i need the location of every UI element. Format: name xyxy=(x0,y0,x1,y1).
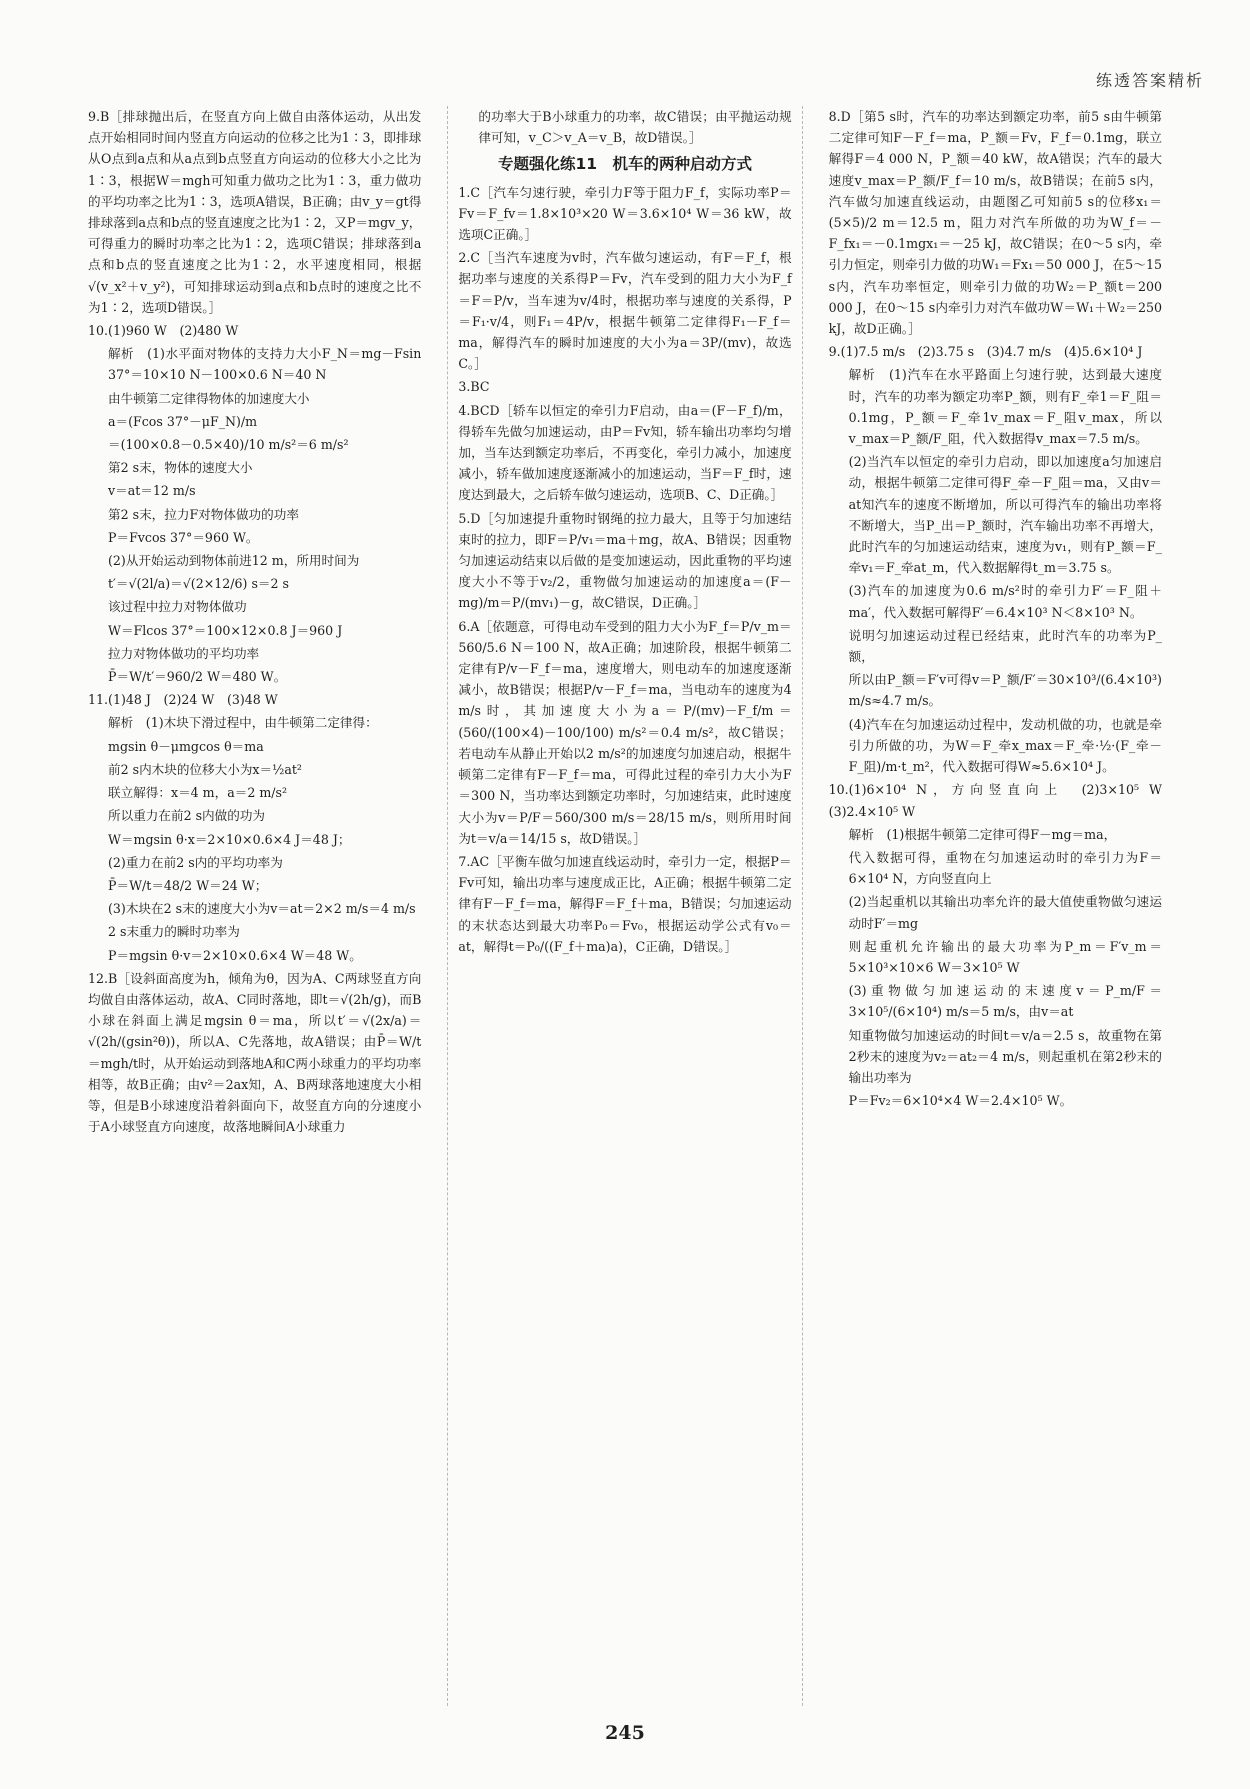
answer-paragraph: 解析 (1)木块下滑过程中，由牛顿第二定律得： xyxy=(108,715,378,731)
answer-paragraph: 解析 (1)水平面对物体的支持力大小F_N＝mg－Fsin 37°＝10×10 N－100×0.6 N＝40 N xyxy=(108,346,422,383)
answer-paragraph: W＝Flcos 37°＝100×12×0.8 J＝960 J xyxy=(108,622,343,638)
answer-paragraph: mgsin θ－μmgcos θ＝ma xyxy=(108,738,264,754)
answer-paragraph: 6.A［依题意，可得电动车受到的阻力大小为F_f＝P/v_m＝560/5.6 N＝100 N，故A正确；加速阶段，根据牛顿第二定律有P/v－F_f＝ma，速度增大，则电动车的加速度逐渐减小，故B错误；根据P/v－F_f＝ma，当电动车的速度为4 m/s时，其加速度大小为a＝P/(mv)－F_f/m＝(560/(100×4)－100/100) m/s²＝0.4 m/s²，故C错误；若电动车从静止开始以2 m/s²的加速度匀加速启动，根据牛顿第二定律有F－F_f＝ma，可得此过程的牵引力大小为F＝300 N，当功率达到额定功率时，匀加速结束，此时速度大小为v＝P/F＝560/300 m/s＝28/15 m/s，则所用时间为t＝v/a＝14/15 s，故D错误。］ xyxy=(458,618,792,846)
section-title: 专题强化练11 机车的两种启动方式 xyxy=(497,155,753,174)
page-number: 245 xyxy=(605,1722,645,1744)
answer-paragraph: W＝mgsin θ·x＝2×10×0.6×4 J＝48 J； xyxy=(108,831,351,847)
answer-paragraph: 2 s末重力的瞬时功率为 xyxy=(108,924,240,940)
answer-paragraph: v＝at＝12 m/s xyxy=(108,483,196,499)
answer-paragraph: 1.C［汽车匀速行驶，牵引力F等于阻力F_f，实际功率P＝Fv＝F_fv＝1.8×10³×20 W＝3.6×10⁴ W＝36 kW，故选项C正确。］ xyxy=(458,184,792,243)
answer-paragraph: P＝Fv₂＝6×10⁴×4 W＝2.4×10⁵ W。 xyxy=(848,1093,1073,1109)
answer-paragraph: 说明匀加速运动过程已经结束，此时汽车的功率为P_额， xyxy=(848,627,1162,665)
answer-paragraph: 知重物做匀加速运动的时间t＝v/a＝2.5 s，故重物在第2秒末的速度为v₂＝at₂＝4 m/s，则起重机在第2秒末的输出功率为 xyxy=(848,1027,1162,1085)
answer-paragraph: ＝(100×0.8－0.5×40)/10 m/s²＝6 m/s² xyxy=(108,437,349,453)
answer-paragraph: (3)重物做匀加速运动的末速度v＝P_m/F＝3×10⁵/(6×10⁴) m/s＝5 m/s，由v＝at xyxy=(848,983,1162,1020)
answer-paragraph: 代入数据可得，重物在匀加速运动时的牵引力为F＝6×10⁴ N，方向竖直向上 xyxy=(848,849,1162,887)
answer-paragraph: (2)当汽车以恒定的牵引力启动，即以加速度a匀加速启动，根据牛顿第二定律可得F_牵－F_阻＝ma，又由v＝at知汽车的速度不断增加，所以可得汽车的输出功率将不断增大，当P_出＝P_额时，汽车输出功率不再增大，此时汽车的匀加速运动结束，速度为v₁，则有P_额＝F_牵v₁＝F_牵at_m，代入数据解得t_m＝3.75 s。 xyxy=(848,454,1162,576)
answer-paragraph: 12.B［设斜面高度为h，倾角为θ，因为A、C两球竖直方向均做自由落体运动，故A、C同时落地，即t＝√(2h/g)，而B小球在斜面上满足mgsin θ＝ma，所以t′＝√(2x/a)＝√(2h/(gsin²θ))，所以A、C先落地，故A错误；由P̄＝W/t＝mgh/t时，从开始运动到落地A和C两小球重力的平均功率相等，故B正确；由v²＝2ax知，A、B两球落地速度大小相等，但是B小球速度沿着斜面向下，故竖直方向的分速度小于A小球竖直方向速度，故落地瞬间A小球重力 xyxy=(88,970,422,1135)
answer-paragraph: 3.BC xyxy=(458,379,490,395)
middle-column-intro xyxy=(458,106,791,148)
answer-paragraph: 2.C［当汽车速度为v时，汽车做匀速运动，有F＝F_f，根据功率与速度的关系得P＝Fv，汽车受到的阻力大小为F_f＝F＝P/v，当车速为v/4时，根据功率与速度的关系得，P＝F₁·v/4，则F₁＝4P/v，根据牛顿第二定律得F₁－F_f＝ma，解得汽车的瞬时加速度的大小为a＝3P/(mv)，故选C。］ xyxy=(458,250,792,372)
answer-paragraph: 的功率大于B小球重力的功率，故C错误；由平抛运动规律可知，v_C＞v_A＝v_B，故D错误。］ xyxy=(478,109,792,146)
answer-paragraph: 所以重力在前2 s内做的功为 xyxy=(108,808,266,824)
answer-paragraph: P＝Fvcos 37°＝960 W。 xyxy=(108,529,259,545)
left-column xyxy=(88,106,421,1706)
answer-paragraph: (2)重力在前2 s内的平均功率为 xyxy=(108,854,283,870)
right-column xyxy=(828,106,1175,1706)
middle-column xyxy=(447,106,802,1706)
answer-paragraph: 拉力对物体做功的平均功率 xyxy=(108,645,260,661)
answer-paragraph: 11.(1)48 J (2)24 W (3)48 W xyxy=(88,692,278,708)
answer-paragraph: 联立解得：x＝4 m，a＝2 m/s² xyxy=(108,785,288,801)
middle-column-body xyxy=(458,182,791,957)
answer-paragraph: P＝mgsin θ·v＝2×10×0.6×4 W＝48 W。 xyxy=(108,947,362,963)
answer-paragraph: 解析 (1)汽车在水平路面上匀速行驶，达到最大速度时，汽车的功率为额定功率P_额，则有F_牵1＝F_阻＝0.1mg，P_额＝F_牵1v_max＝F_阻v_max，所以v_max＝P_额/F_阻，代入数据得v_max＝7.5 m/s。 xyxy=(848,367,1162,447)
answer-paragraph: (2)从开始运动到物体前进12 m，所用时间为 xyxy=(108,553,360,569)
answer-paragraph: 5.D［匀加速提升重物时钢绳的拉力最大，且等于匀加速结束时的拉力，即F＝P/v₁＝ma＋mg，故A、B错误；因重物匀加速运动结束以后做的是变加速运动，因此重物的平均速度大小不等于v₂/2，重物做匀加速运动的加速度a＝(F－mg)/m＝P/(mv₁)－g，故C错误，D正确。］ xyxy=(458,510,792,611)
answer-paragraph: 10.(1)6×10⁴ N，方向竖直向上 (2)3×10⁵ W (3)2.4×10⁵ W xyxy=(828,782,1175,819)
page-header: 练透答案精析 xyxy=(1095,73,1204,90)
answer-columns xyxy=(88,106,1175,1706)
answer-paragraph: 该过程中拉力对物体做功 xyxy=(108,599,247,615)
answer-paragraph: 8.D［第5 s时，汽车的功率达到额定功率，前5 s由牛顿第二定律可知F－F_f＝ma，P_额＝Fv，F_f＝0.1mg，联立解得F＝4 000 N，P_额＝40 kW，故A错误；汽车的最大速度v_max＝P_额/F_f＝10 m/s，故B错误；在前5 s内，汽车做匀加速直线运动，由题图乙可知前5 s的位移x₁＝(5×5)/2 m＝12.5 m，阻力对汽车所做的功为W_f＝－F_fx₁＝－0.1mgx₁＝－25 kJ，故C错误；在0～5 s内，牵引力恒定，则牵引力做的功W₁＝Fx₁＝50 000 J，在5～15 s内，汽车功率恒定，则牵引力做的功W₂＝P_额t＝200 000 J，在0～15 s内牵引力对汽车做功W＝W₁＋W₂＝250 kJ，故D正确。］ xyxy=(828,109,1162,337)
answer-paragraph: (3)木块在2 s末的速度大小为v＝at＝2×2 m/s＝4 m/s xyxy=(108,901,416,917)
answer-paragraph: 7.AC［平衡车做匀加速直线运动时，牵引力一定，根据P＝Fv可知，输出功率与速度成正比，A正确；根据牛顿第二定律有F－F_f＝ma，解得F＝F_f＋ma，B错误；匀加速运动的末状态达到最大功率P₀＝Fv₀，根据运动学公式有v₀＝at，解得t＝P₀/((F_f＋ma)a)，C正确，D错误。］ xyxy=(458,853,792,954)
answer-paragraph: a＝(Fcos 37°－μF_N)/m xyxy=(108,413,258,429)
answer-paragraph: 由牛顿第二定律得物体的加速度大小 xyxy=(108,390,310,406)
answer-paragraph: (2)当起重机以其输出功率允许的最大值使重物做匀速运动时F′＝mg xyxy=(848,894,1162,931)
answer-paragraph: P̄＝W/t′＝960/2 W＝480 W。 xyxy=(108,669,287,685)
answer-paragraph: 第2 s末，拉力F对物体做功的功率 xyxy=(108,506,299,522)
answer-paragraph: 所以由P_额＝F′v可得v＝P_额/F′＝30×10³/(6.4×10³) m/s≈4.7 m/s。 xyxy=(848,672,1162,709)
answer-paragraph: 9.(1)7.5 m/s (2)3.75 s (3)4.7 m/s (4)5.6×10⁴ J xyxy=(828,344,1143,360)
answer-paragraph: (4)汽车在匀加速运动过程中，发动机做的功，也就是牵引力所做的功，为W＝F_牵x_max＝F_牵·½·(F_牵－F_阻)/m·t_m²，代入数据可得W≈5.6×10⁴ J。 xyxy=(848,716,1162,775)
answer-paragraph: 解析 (1)根据牛顿第二定律可得F－mg＝ma， xyxy=(848,826,1117,842)
answer-paragraph: 则起重机允许输出的最大功率为P_m＝F′v_m＝5×10³×10×6 W＝3×10⁵ W xyxy=(848,938,1162,975)
answer-paragraph: 9.B［排球抛出后，在竖直方向上做自由落体运动，从出发点开始相同时间内竖直方向运动的位移之比为1∶3，即排球从O点到a点和从a点到b点竖直方向运动的位移大小之比为1∶3，根据W＝mgh可知重力做功之比为1∶3，重力做功的平均功率之比为1∶3，选项A错误，B正确；由v_y＝gt得排球落到a点和b点的竖直速度之比为1∶2，又P＝mgv_y，可得重力的瞬时功率之比为1∶2，选项C错误；排球落到a点和b点的竖直速度之比为1∶2，水平速度相同，根据√(v_x²＋v_y²)，可知排球运动到a点和b点时的速度之比不为1∶2，选项D错误。］ xyxy=(88,109,422,315)
answer-paragraph: P̄＝W/t＝48/2 W＝24 W； xyxy=(108,877,268,893)
answer-paragraph: (3)汽车的加速度为0.6 m/s²时的牵引力F′＝F_阻＋ma′，代入数据可解得F′＝6.4×10³ N＜8×10³ N。 xyxy=(848,583,1162,620)
answer-paragraph: 第2 s末，物体的速度大小 xyxy=(108,460,253,476)
answer-paragraph: 前2 s内木块的位移大小为x＝½at² xyxy=(108,761,302,777)
answer-paragraph: t′＝√(2l/a)＝√(2×12/6) s＝2 s xyxy=(108,576,289,592)
answer-paragraph: 4.BCD［轿车以恒定的牵引力F启动，由a＝(F－F_f)/m，得轿车先做匀加速运动，由P＝Fv知，轿车输出功率均匀增加，当车达到额定功率后，不再变化，牵引力减小，加速度减小，轿车做加速度逐渐减小的加速运动，当F＝F_f时，速度达到最大，之后轿车做匀速运动，选项B、C、D正确。］ xyxy=(458,402,792,503)
answer-paragraph: 10.(1)960 W (2)480 W xyxy=(88,323,239,339)
